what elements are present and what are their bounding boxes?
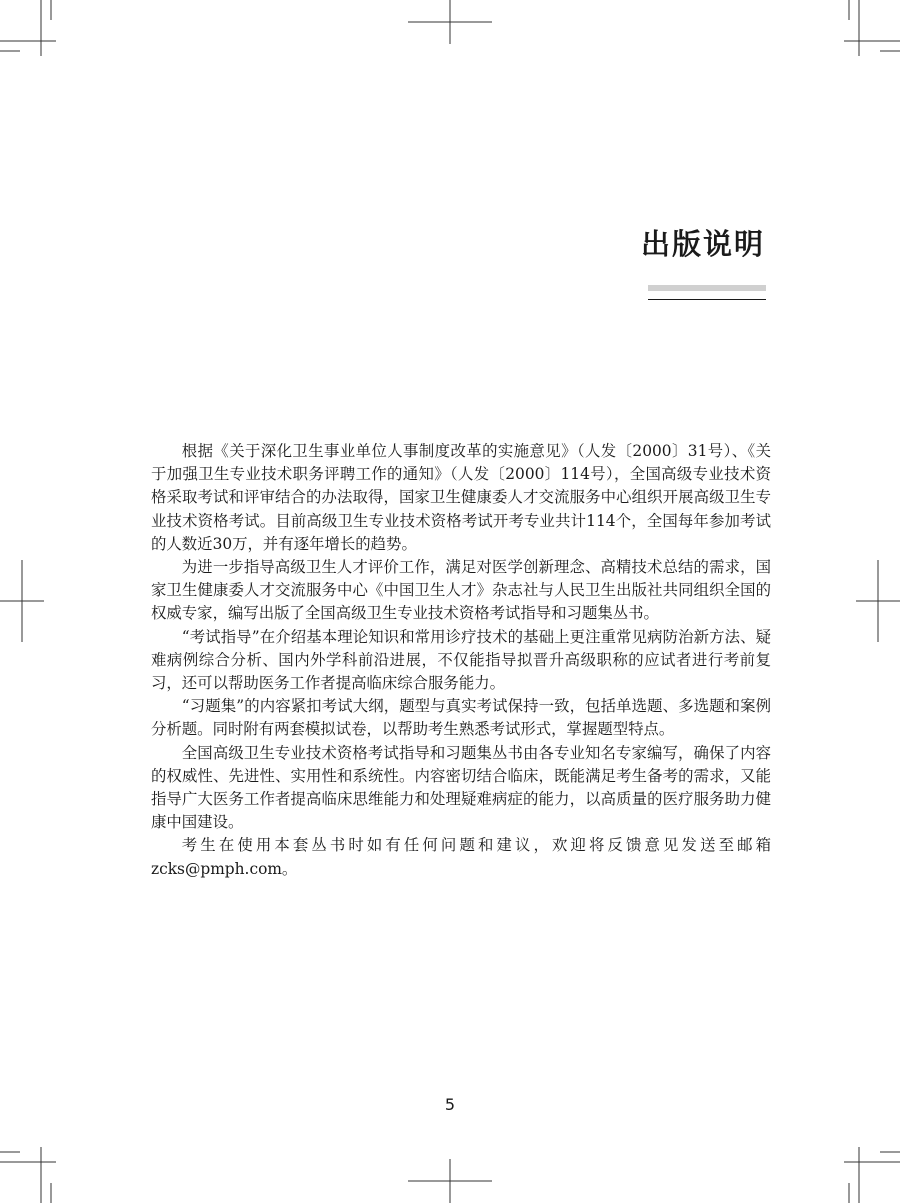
paragraph: 全国高级卫生专业技术资格考试指导和习题集丛书由各专业知名专家编写，确保了内容的权威性、先进性、实用性和系统性。内容密切结合临床，既能满足考生备考的需求，又能指导广大医务工作者提高临床思维能力和处理疑难病症的能力，以高质量的医疗服务助力健康中国建设。 [151,743,771,832]
body-text [151,440,771,881]
paragraph: “考试指导”在介绍基本理论知识和常用诊疗技术的基础上更注重常见病防治新方法、疑难病例综合分析、国内外学科前沿进展，不仅能指导拟晋升高级职称的应试者进行考前复习，还可以帮助医务工作者提高临床综合服务能力。 [151,627,771,693]
title-underline-rule [648,299,766,300]
paragraph: “习题集”的内容紧扣考试大纲，题型与真实考试保持一致，包括单选题、多选题和案例分析题。同时附有两套模拟试卷，以帮助考生熟悉考试形式，掌握题型特点。 [151,697,771,739]
paragraph: 为进一步指导高级卫生人才评价工作，满足对医学创新理念、高精技术总结的需求，国家卫生健康委人才交流服务中心《中国卫生人才》杂志社与人民卫生出版社共同组织全国的权威专家，编写出版了全国高级卫生专业技术资格考试指导和习题集丛书。 [151,558,771,623]
page-title: 出版说明 [640,227,765,261]
paragraph: 根据《关于深化卫生事业单位人事制度改革的实施意见》（人发〔2000〕31号）、《关于加强卫生专业技术职务评聘工作的通知》（人发〔2000〕114号），全国高级专业技术资格采取考试和评审结合的办法取得，国家卫生健康委人才交流服务中心组织开展高级卫生专业技术资格考试。目前高级卫生专业技术资格考试开考专业共计114个，全国每年参加考试的人数近30万，并有逐年增长的趋势。 [151,442,771,553]
paragraph: 考生在使用本套丛书时如有任何问题和建议，欢迎将反馈意见发送至邮箱zcks@pmph.com。 [151,836,771,878]
title-underline-bar [648,285,766,291]
page-number: 5 [444,1095,456,1114]
